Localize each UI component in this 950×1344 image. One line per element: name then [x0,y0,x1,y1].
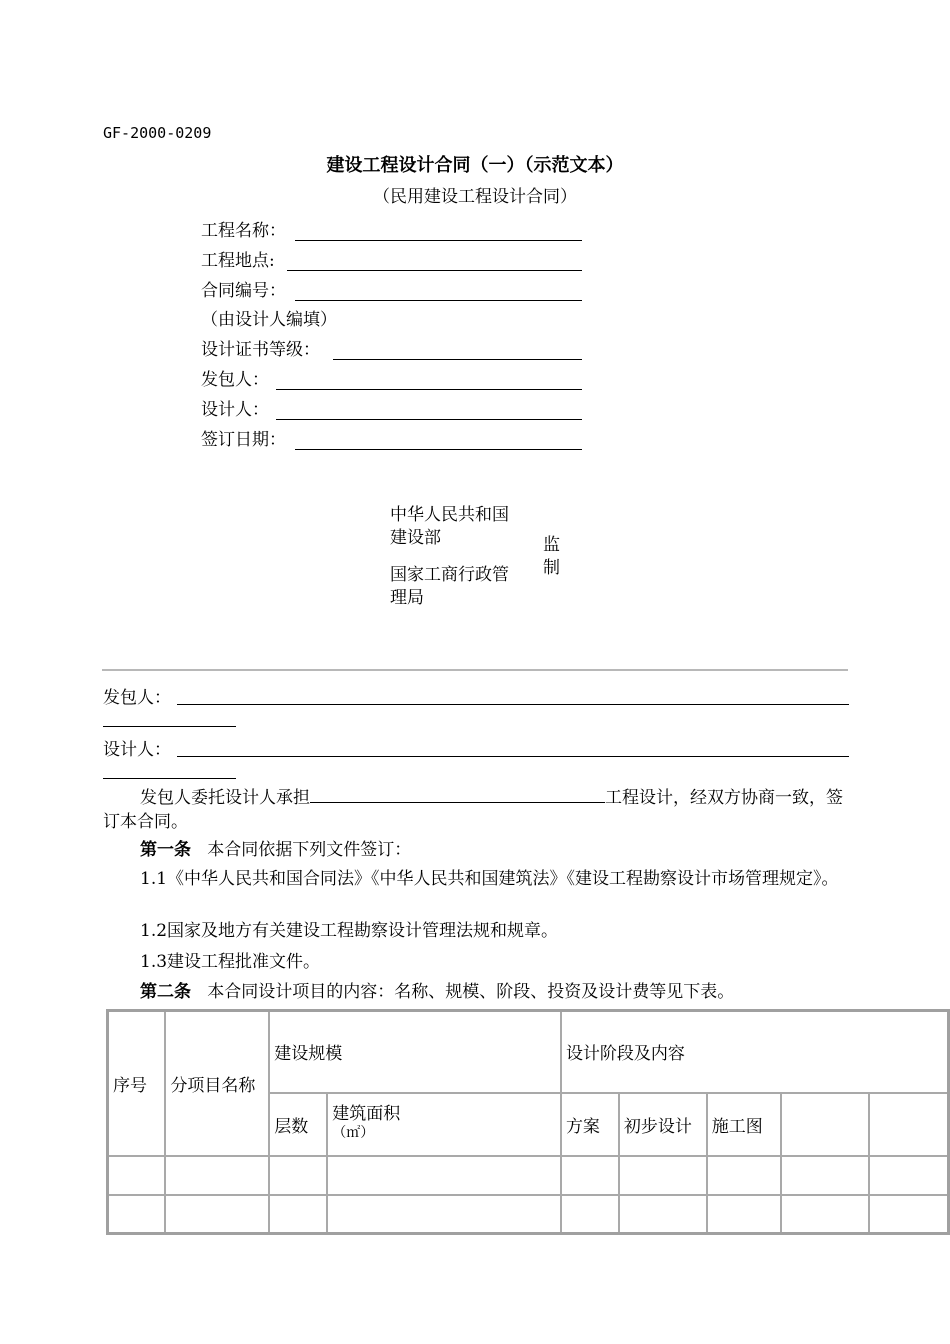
article-2-heading: 第二条 [140,982,191,1002]
table-cell [561,1156,619,1195]
field-contract-number [201,278,286,304]
fill-line [103,726,236,727]
table-cell [619,1156,707,1195]
item-1-3: 1.3建设工程批准文件。 [140,952,321,972]
page-title: 建设工程设计合同（一）（示范文本） [326,155,624,176]
table-cell [269,1156,327,1195]
table-cell [781,1156,869,1195]
fill-line [177,756,849,757]
org-ministry-line2: 建设部 [390,528,441,548]
org-ministry-line1: 中华人民共和国 [390,505,509,525]
table-row [108,1156,949,1195]
field-label: 工程地点: [201,251,275,271]
header-floor-area-unit: （㎡） [332,1125,375,1141]
header-serial-no: 序号 [108,1011,166,1156]
fill-line [287,270,582,271]
supervision-word-2: 制 [543,558,560,578]
field-label: 发包人： [201,370,269,390]
field-project-name [201,218,286,244]
table-row [108,1195,949,1234]
paragraph-commission [103,786,848,834]
fill-line [177,704,849,705]
article-2 [103,980,848,1004]
item-1-2: 1.2国家及地方有关建设工程勘察设计管理法规和规章。 [140,921,559,941]
field-designer [201,397,269,423]
table-cell [869,1195,949,1234]
field-certificate-grade [201,337,320,363]
article-1-heading: 第一条 [140,840,191,860]
field-signing-date [201,427,286,453]
field-project-location [201,248,275,274]
table-cell [108,1195,166,1234]
item-1-1: 1.1《中华人民共和国合同法》《中华人民共和国建筑法》《建设工程勘察设计市场管理规定》。 [140,869,839,889]
org-saic [390,564,509,610]
project-schedule-table [106,1009,950,1235]
fill-line [295,240,582,241]
table-cell [327,1195,561,1234]
party-designer [103,735,853,781]
fill-line [295,449,582,450]
field-number-note [201,307,337,333]
article-1-text: 本合同依据下列文件签订： [207,840,412,860]
header-construction-drawing: 施工图 [707,1093,781,1156]
supervision-word [543,534,560,580]
table-cell [619,1195,707,1234]
fill-line [276,419,582,420]
field-label: 设计证书等级： [201,340,320,360]
article-2-text: 本合同设计项目的内容：名称、规模、阶段、投资及设计费等见下表。 [207,982,735,1002]
divider [102,669,848,671]
table-cell [108,1156,166,1195]
field-employer [201,367,269,393]
field-note: （由设计人编填） [201,310,337,330]
header-floor-area-label: 建筑面积 [332,1104,401,1124]
table-cell [165,1195,269,1234]
org-saic-line2: 理局 [390,588,424,608]
party-designer-label: 设计人： [103,740,171,760]
field-label: 合同编号： [201,281,286,301]
header-design-stage: 设计阶段及内容 [561,1011,949,1093]
paragraph-text: 发包人委托设计人承担 [140,788,310,808]
field-label: 工程名称： [201,221,286,241]
header-preliminary-design: 初步设计 [619,1093,707,1156]
party-employer-label: 发包人： [103,688,171,708]
org-saic-line1: 国家工商行政管 [390,565,509,585]
supervision-word-1: 监 [543,535,560,555]
header-floors: 层数 [269,1093,327,1156]
fill-line [333,359,582,360]
table-cell [869,1156,949,1195]
table-cell [165,1156,269,1195]
table-cell [707,1156,781,1195]
page-subtitle: （民用建设工程设计合同） [373,187,577,207]
field-label: 设计人： [201,400,269,420]
header-floor-area [327,1093,561,1156]
org-ministry [390,504,509,550]
table-cell [561,1195,619,1234]
table-cell [327,1156,561,1195]
header-scheme: 方案 [561,1093,619,1156]
party-employer [103,683,853,729]
header-construction-scale: 建设规模 [269,1011,561,1093]
fill-line [310,786,605,803]
header-subproject-name: 分项目名称 [165,1011,269,1156]
table-cell [869,1093,949,1156]
table-cell [781,1195,869,1234]
paragraph-text: 工程设计，经双方协商一致，签订本合同。 [103,788,843,832]
fill-line [276,389,582,390]
field-label: 签订日期： [201,430,286,450]
form-code: GF-2000-0209 [103,124,212,142]
table-cell [707,1195,781,1234]
table-cell [269,1195,327,1234]
fill-line [295,300,582,301]
fill-line [103,778,236,779]
table-cell [781,1093,869,1156]
table-header-row [108,1011,949,1093]
article-1 [103,838,848,862]
